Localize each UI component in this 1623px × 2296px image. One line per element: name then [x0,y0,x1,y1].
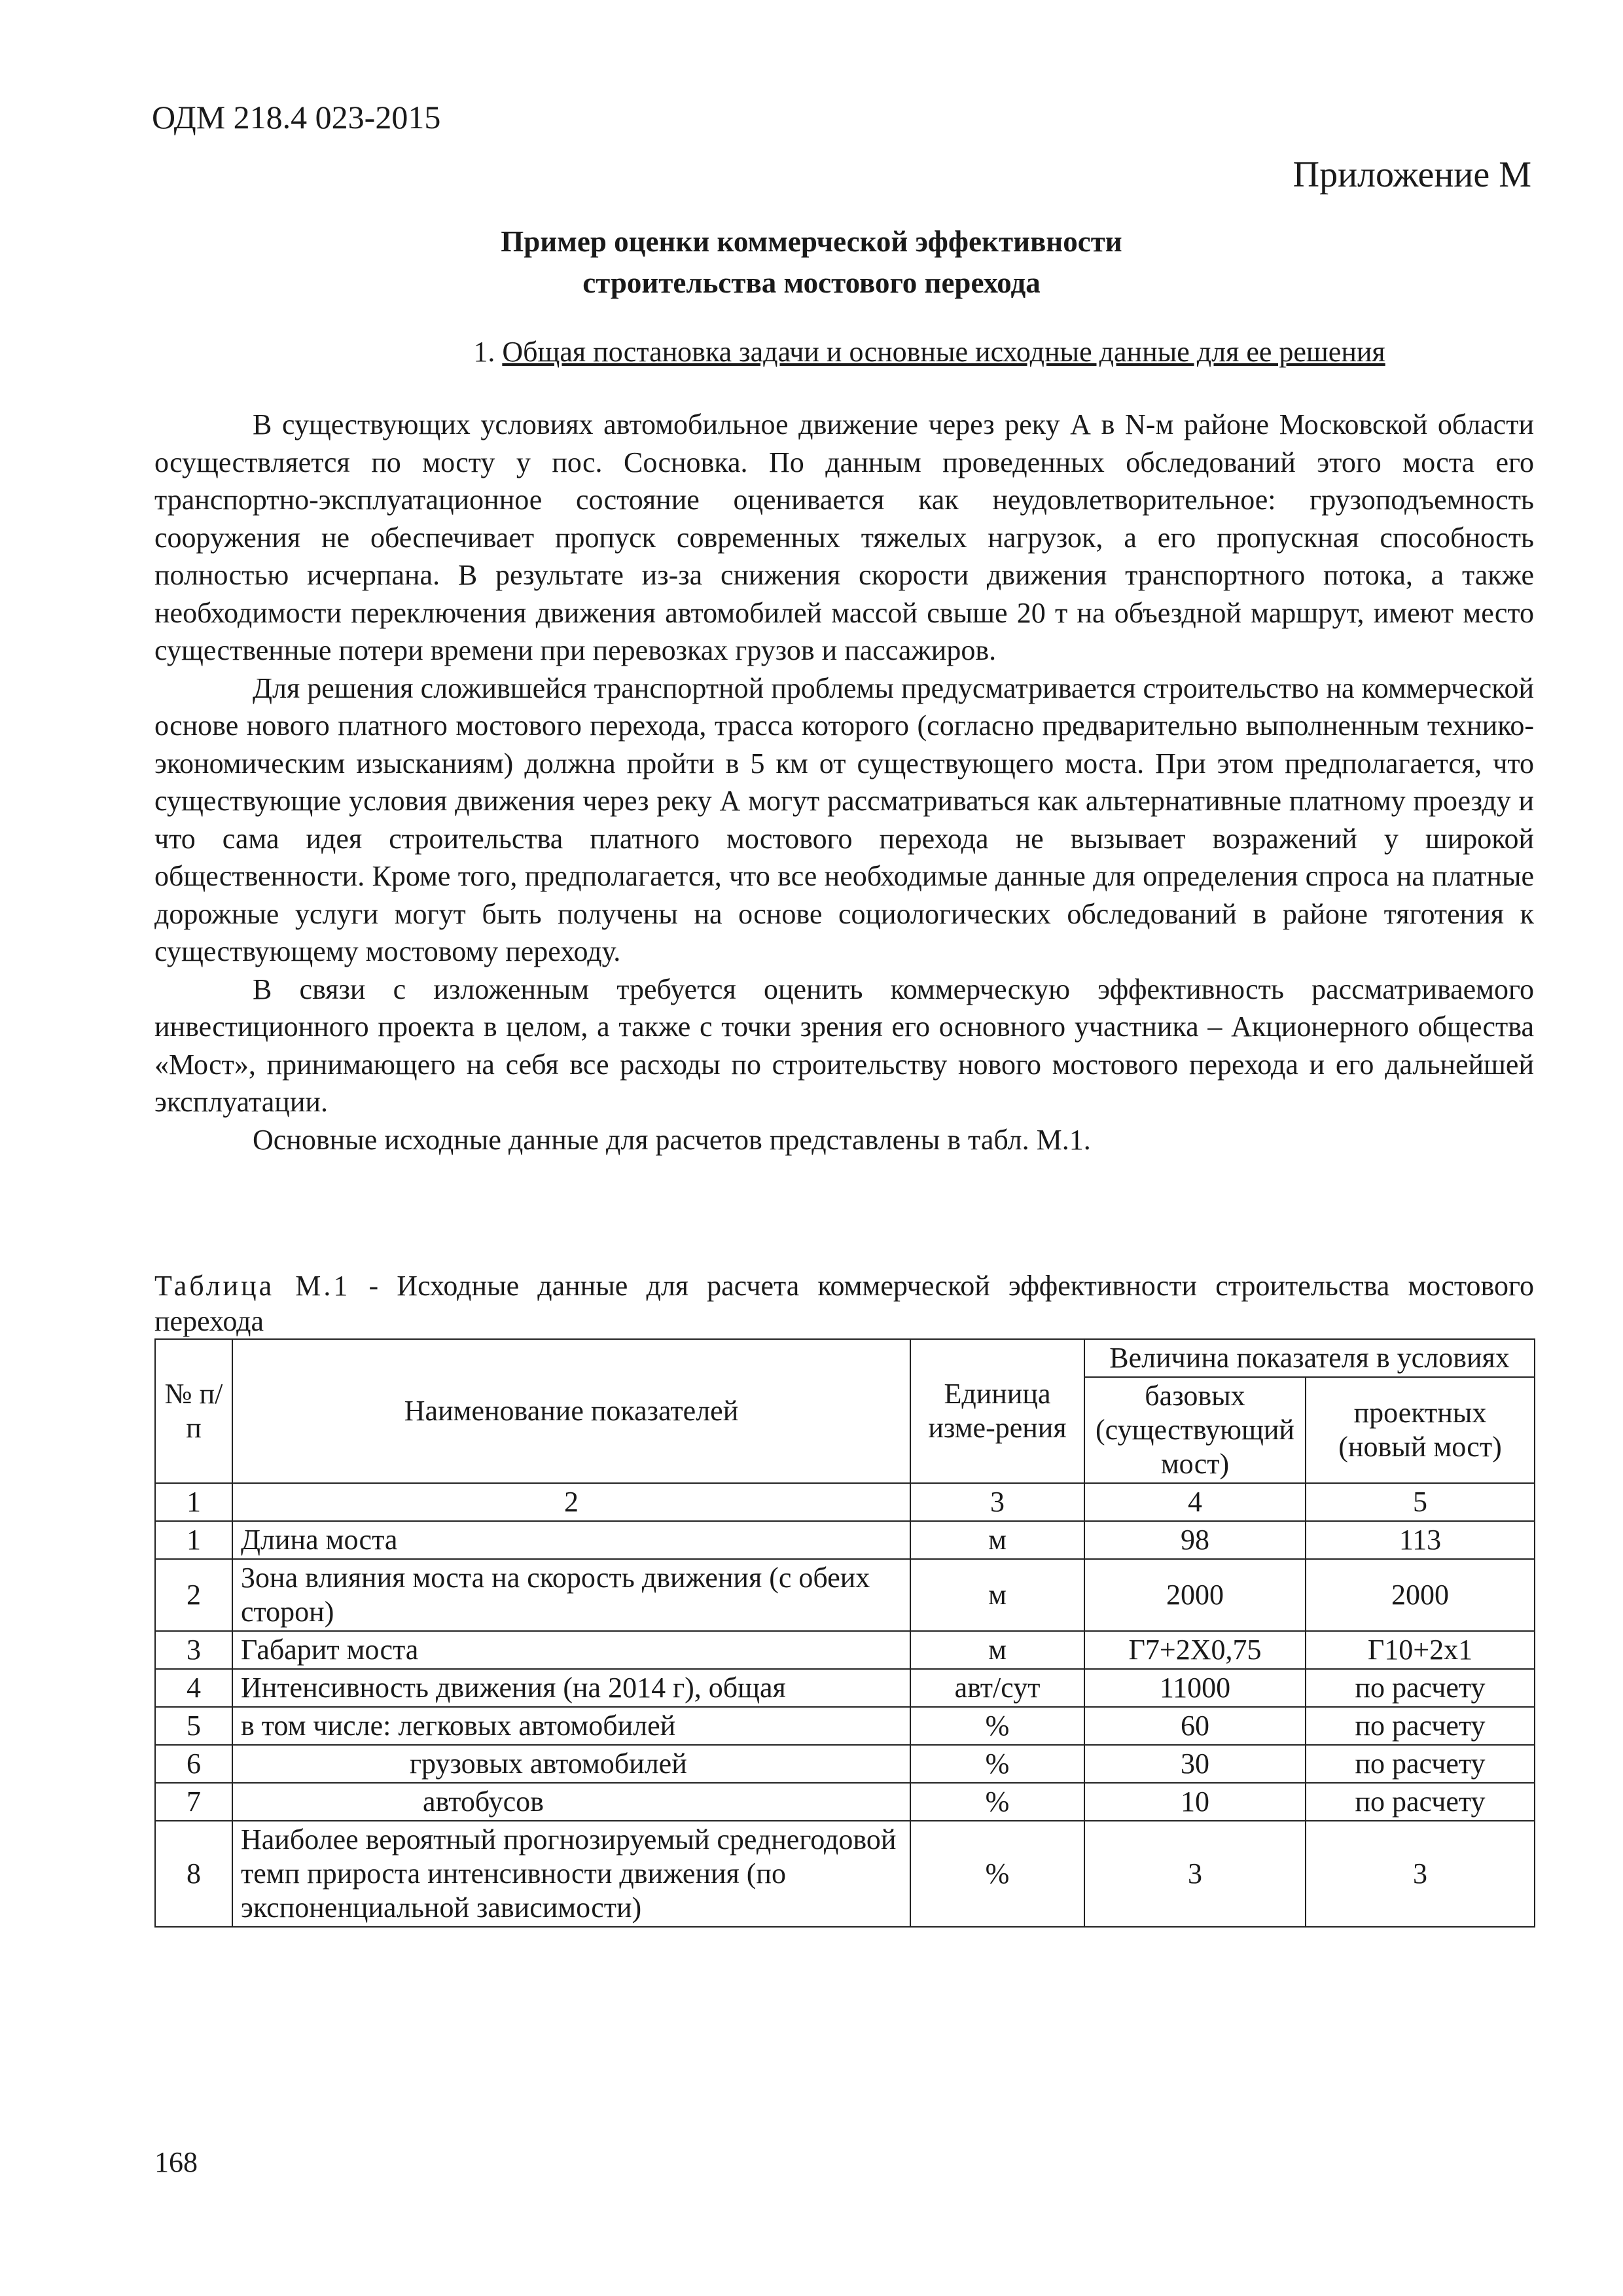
section-heading [0,335,1623,368]
table-row [155,1669,1535,1707]
header-project: проектных (новый мост) [1306,1377,1535,1483]
row-project-value: по расчету [1306,1669,1535,1707]
header-num: № п/п [155,1339,232,1483]
row-unit: авт/сут [910,1669,1084,1707]
table-row [155,1821,1535,1927]
header-value-group: Величина показателя в условиях [1084,1339,1535,1377]
title-line-1: Пример оценки коммерческой эффективности [501,225,1122,258]
table-row [155,1783,1535,1821]
section-number: 1. [473,336,503,368]
section-title: Общая постановка задачи и основные исходные данные для ее решения [502,336,1385,368]
row-base-value: 10 [1084,1783,1306,1821]
row-unit: м [910,1559,1084,1631]
title-line-2: строительства мостового перехода [582,266,1041,299]
table-caption-text: - Исходные данные для расчета коммерческой эффективности строительства мостового перехода [154,1270,1534,1337]
paragraph-1: В существующих условиях автомобильное движение через реку А в N-м районе Московской области осуществляется по мосту у пос. Сосновка. По данным проведенных обследований этого моста его транспортно-эксплуатационное состояние оценивается как неудовлетворительное: грузоподъемность сооружения не обеспечивает пропуск современных тяжелых нагрузок, а его пропускная способность полностью исчерпана. В результате из-за снижения скорости движения транспортного потока, а также необходимости переключения движения автомобилей массой свыше 20 т на объездной маршрут, имеют место существенные потери времени при перевозках грузов и пассажиров. [154,408,1534,666]
table-row [155,1707,1535,1745]
row-name: автобусов [232,1783,910,1821]
row-unit: м [910,1521,1084,1559]
row-base-value: 2000 [1084,1559,1306,1631]
column-number: 4 [1084,1483,1306,1521]
row-name: Длина моста [232,1521,910,1559]
row-name: Интенсивность движения (на 2014 г), общая [232,1669,910,1707]
row-number: 3 [155,1631,232,1669]
row-number: 5 [155,1707,232,1745]
row-unit: м [910,1631,1084,1669]
document-code: ОДМ 218.4 023-2015 [152,99,441,135]
row-project-value: Г10+2х1 [1306,1631,1535,1669]
appendix-label: Приложение М [1293,154,1531,195]
header-name: Наименование показателей [232,1339,910,1483]
page-number: 168 [154,2146,198,2178]
row-base-value: 11000 [1084,1669,1306,1707]
column-number: 3 [910,1483,1084,1521]
table-caption [154,1268,1534,1339]
row-project-value: 2000 [1306,1559,1535,1631]
header-unit: Единица изме-рения [910,1339,1084,1483]
row-name: грузовых автомобилей [232,1745,910,1783]
row-base-value: 98 [1084,1521,1306,1559]
column-number: 1 [155,1483,232,1521]
row-name: в том числе: легковых автомобилей [232,1707,910,1745]
row-number: 4 [155,1669,232,1707]
table-row [155,1631,1535,1669]
page-title [0,221,1623,304]
table-row [155,1559,1535,1631]
row-name: Наиболее вероятный прогнозируемый среднегодовой темп прироста интенсивности движения (по экспоненциальной зависимости) [232,1821,910,1927]
row-project-value: 3 [1306,1821,1535,1927]
row-project-value: по расчету [1306,1745,1535,1783]
row-unit: % [910,1821,1084,1927]
row-unit: % [910,1707,1084,1745]
paragraph-3: В связи с изложенным требуется оценить коммерческую эффективность рассматриваемого инвестиционного проекта в целом, а также с точки зрения его основного участника – Акционерного общества «Мост», принимающего на себя все расходы по строительству нового мостового перехода и его дальнейшей эксплуатации. [154,973,1534,1118]
paragraph-4: Основные исходные данные для расчетов представлены в табл. М.1. [253,1123,1091,1156]
row-base-value: 30 [1084,1745,1306,1783]
row-number: 8 [155,1821,232,1927]
row-project-value: по расчету [1306,1707,1535,1745]
paragraph-2: Для решения сложившейся транспортной проблемы предусматривается строительство на коммерческой основе нового платного мостового перехода, трасса которого (согласно предварительно выполненным технико-экономическим изысканиям) должна пройти в 5 км от существующего моста. При этом предполагается, что существующие условия движения через реку А могут рассматриваться как альтернативные платному проезду и что сама идея строительства платного мостового перехода не вызывает возражений у широкой общественности. Кроме того, предполагается, что все необходимые данные для определения спроса на платные дорожные услуги могут быть получены на основе социологических обследований в районе тяготения к существующему мостовому переходу. [154,672,1534,967]
table-row [155,1521,1535,1559]
row-number: 1 [155,1521,232,1559]
table-header-row [155,1339,1535,1377]
row-number: 2 [155,1559,232,1631]
row-unit: % [910,1783,1084,1821]
column-number: 2 [232,1483,910,1521]
table-row [155,1745,1535,1783]
row-project-value: по расчету [1306,1783,1535,1821]
row-base-value: Г7+2Х0,75 [1084,1631,1306,1669]
row-number: 6 [155,1745,232,1783]
row-unit: % [910,1745,1084,1783]
column-number: 5 [1306,1483,1535,1521]
row-number: 7 [155,1783,232,1821]
row-project-value: 113 [1306,1521,1535,1559]
row-base-value: 3 [1084,1821,1306,1927]
header-base: базовых (существующий мост) [1084,1377,1306,1483]
source-data-table [154,1338,1535,1928]
row-name: Габарит моста [232,1631,910,1669]
row-base-value: 60 [1084,1707,1306,1745]
row-name: Зона влияния моста на скорость движения (с обеих сторон) [232,1559,910,1631]
table-caption-lead: Таблица М.1 [154,1270,351,1302]
column-number-row [155,1483,1535,1521]
body-text [154,406,1534,1158]
